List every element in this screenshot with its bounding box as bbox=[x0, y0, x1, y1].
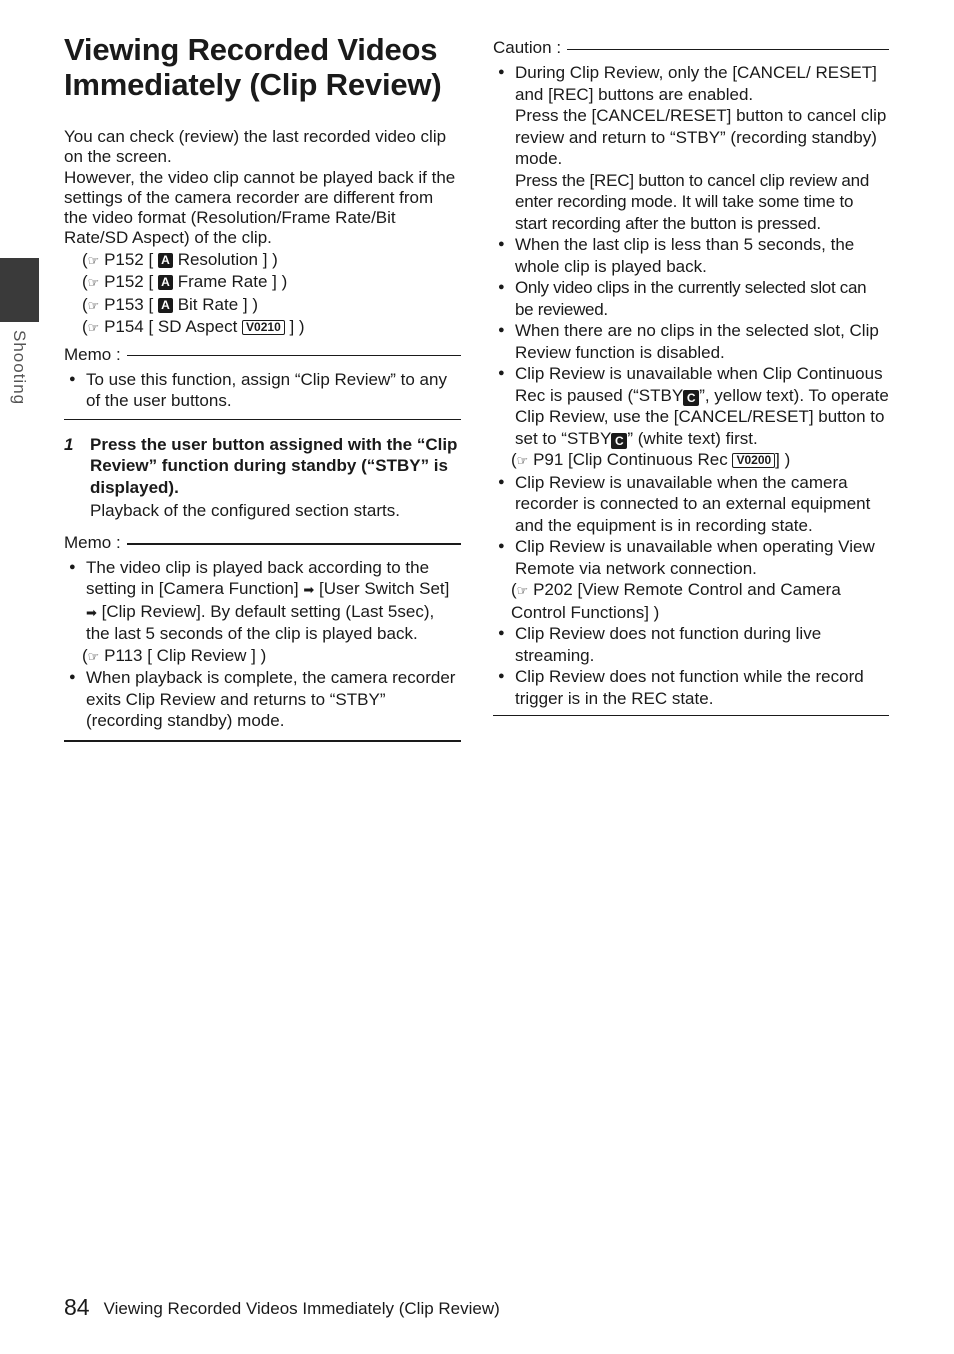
reference-icon: ☞ bbox=[87, 320, 100, 336]
memo-heading: Memo : bbox=[64, 533, 461, 553]
reference-link[interactable]: (☞ P154 [ SD Aspect V0210 ] ) bbox=[82, 317, 305, 337]
list-item: ● Clip Review does not function while the record trigger is in the REC state. bbox=[493, 666, 889, 709]
footer-title: Viewing Recorded Videos Immediately (Clip Review) bbox=[103, 1299, 500, 1318]
list-item: ● To use this function, assign “Clip Review” to any of the user buttons. bbox=[64, 369, 461, 412]
reference-icon: ☞ bbox=[516, 453, 529, 468]
list-item: ● The video clip is played back according to the setting in [Camera Function] ➡ [User Switch Set] ➡ [Clip Review]. By default setting (Last 5sec), the last 5 seconds of the clip is played back. (☞ P113 [ Clip Review ] ) bbox=[64, 557, 461, 668]
reference-link[interactable]: (☞ P202 [View Remote Control and Camera Control Functions] ) bbox=[511, 580, 841, 622]
right-column bbox=[493, 38, 889, 716]
clip-c-icon: C bbox=[683, 390, 699, 406]
reference-icon: ☞ bbox=[87, 297, 100, 313]
list-item: ● When the last clip is less than 5 seconds, the whole clip is played back. bbox=[493, 234, 889, 277]
list-item: ● During Clip Review, only the [CANCEL/ RESET] and [REC] buttons are enabled. Press the [CANCEL/RESET] button to cancel clip review and return to “STBY” (recording standby) mode. Press the [REC] button to cancel clip review and enter recording mode. It will take some time to start recording after the button is pressed. bbox=[493, 62, 889, 234]
reference-link[interactable]: (☞ P153 [ A Bit Rate ] ) bbox=[82, 294, 258, 314]
caution-heading: Caution : bbox=[493, 38, 889, 58]
reference-icon: ☞ bbox=[87, 252, 100, 268]
page-title bbox=[64, 32, 461, 102]
reference-list bbox=[82, 249, 461, 339]
left-column bbox=[64, 32, 461, 742]
memo-list bbox=[64, 557, 461, 732]
auto-badge-icon: A bbox=[158, 275, 173, 290]
divider bbox=[493, 715, 889, 716]
list-item: ● Clip Review is unavailable when Clip Continuous Rec is paused (“STBY C ”, yellow text). To operate Clip Review, use the [CANCEL/RESET] button to set to “STBY C ” (white text) first. (☞ P91 [Clip Continuous Rec V0200 ] ) bbox=[493, 363, 889, 472]
version-badge: V0210 bbox=[242, 320, 285, 335]
arrow-right-icon: ➡ bbox=[86, 604, 97, 620]
arrow-right-icon: ➡ bbox=[303, 582, 315, 598]
list-item: ● Clip Review does not function during live streaming. bbox=[493, 623, 889, 666]
list-item: ● When playback is complete, the camera recorder exits Clip Review and returns to “STBY” (recording standby) mode. bbox=[64, 667, 461, 732]
list-item: ● Clip Review is unavailable when the camera recorder is connected to an external equipment and the equipment is in recording state. bbox=[493, 472, 889, 537]
intro-paragraph-1: You can check (review) the last recorded video clip on the screen. bbox=[64, 127, 447, 167]
reference-icon: ☞ bbox=[516, 583, 529, 598]
intro-paragraph-2: However, the video clip cannot be played back if the settings of the camera recorder are different from the video format (Resolution/Frame Rate/Bit Rate/SD Aspect) of the clip. bbox=[64, 167, 456, 248]
chapter-label: Shooting bbox=[10, 330, 29, 406]
step-1 bbox=[64, 434, 461, 522]
caution-list bbox=[493, 62, 889, 709]
page-number: 84 bbox=[64, 1294, 90, 1320]
reference-link[interactable]: (☞ P91 [Clip Continuous Rec V0200 ] ) bbox=[511, 450, 791, 469]
clip-c-icon: C bbox=[611, 433, 627, 449]
chapter-tab bbox=[0, 258, 39, 322]
version-badge: V0200 bbox=[732, 453, 775, 468]
reference-link[interactable]: (☞ P113 [ Clip Review ] ) bbox=[82, 645, 267, 665]
reference-icon: ☞ bbox=[87, 648, 100, 664]
memo-heading: Memo : bbox=[64, 345, 461, 365]
list-item: ● Clip Review is unavailable when operating View Remote via network connection. (☞ P202 [View Remote Control and Camera Control Functions] ) bbox=[493, 536, 889, 623]
reference-icon: ☞ bbox=[87, 275, 100, 291]
reference-link[interactable]: (☞ P152 [ A Frame Rate ] ) bbox=[82, 272, 288, 292]
auto-badge-icon: A bbox=[158, 253, 173, 268]
step-description: Playback of the configured section starts. bbox=[90, 501, 400, 521]
step-title: Press the user button assigned with the “Clip Review” function during standby (“STBY” is displayed). bbox=[90, 434, 458, 497]
divider bbox=[64, 419, 461, 420]
list-item: ● When there are no clips in the selected slot, Clip Review function is disabled. bbox=[493, 320, 889, 363]
memo-list bbox=[64, 369, 461, 412]
page-footer bbox=[64, 1293, 500, 1323]
page-title-line2: Immediately (Clip Review) bbox=[64, 67, 442, 102]
intro-text bbox=[64, 127, 461, 249]
memo-box-1 bbox=[64, 345, 461, 420]
caution-box bbox=[493, 38, 889, 716]
divider bbox=[64, 740, 461, 742]
auto-badge-icon: A bbox=[158, 298, 173, 313]
step-number: 1 bbox=[64, 434, 74, 454]
page-title-line1: Viewing Recorded Videos bbox=[64, 32, 438, 67]
reference-link[interactable]: (☞ P152 [ A Resolution ] ) bbox=[82, 249, 278, 269]
list-item: ● Only video clips in the currently selected slot can be reviewed. bbox=[493, 277, 889, 320]
memo-box-2 bbox=[64, 533, 461, 742]
